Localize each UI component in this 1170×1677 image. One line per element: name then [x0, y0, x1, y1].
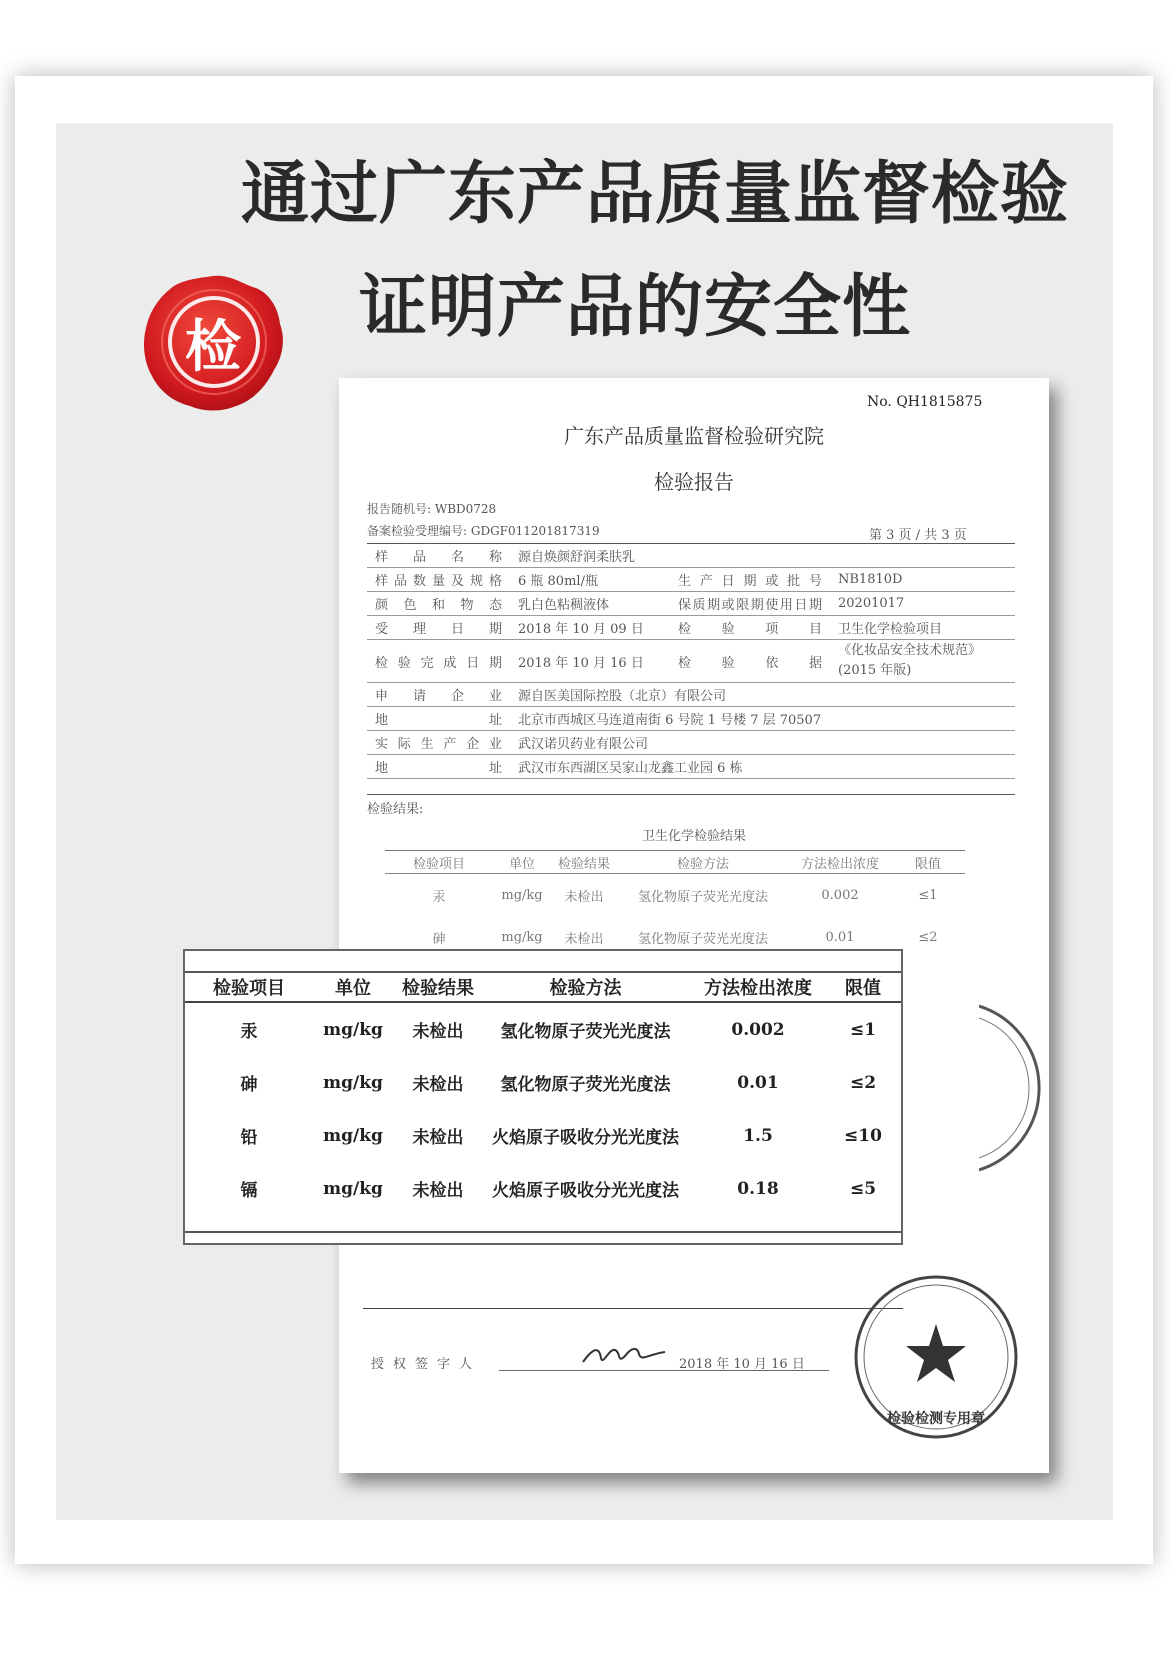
info-label: 检验依据	[678, 655, 822, 671]
report-title: 检验报告	[654, 470, 734, 494]
info-label: 地址	[375, 761, 502, 776]
cell: 砷	[240, 1075, 258, 1095]
divider	[185, 1231, 901, 1233]
partial-stamp-icon	[979, 998, 1059, 1178]
cell: 氢化物原子荧光光度法	[637, 931, 768, 947]
info-row	[367, 683, 1015, 707]
col-header: 方法检出浓度	[704, 978, 812, 999]
col-header: 限值	[914, 856, 941, 872]
col-header: 检验项目	[412, 856, 465, 872]
results-heading: 检验结果:	[367, 802, 424, 817]
col-header: 单位	[335, 978, 371, 999]
info-value: 乳白色粘稠液体	[518, 598, 610, 613]
info-row	[367, 640, 1015, 683]
info-label: 保质期或限期使用日期	[678, 598, 822, 613]
results-table	[185, 973, 901, 1215]
cell: 0.01	[825, 929, 855, 945]
table-row	[185, 1162, 901, 1215]
divider	[367, 794, 1015, 795]
cell: ≤1	[918, 887, 938, 903]
info-value: 源自焕颜舒润柔肤乳	[518, 550, 636, 565]
divider	[363, 1308, 903, 1309]
random-number: 报告随机号: WBD0728	[367, 502, 497, 516]
headline-line-1: 通过广东产品质量监督检验	[240, 155, 1069, 234]
table-header-row	[185, 973, 901, 1003]
info-value: 源自医美国际控股（北京）有限公司	[518, 689, 727, 704]
results-title: 卫生化学检验结果	[641, 829, 746, 844]
report-number: No. QH1815875	[867, 394, 983, 410]
cell: 未检出	[412, 1022, 464, 1042]
info-value: 20201017	[838, 596, 905, 611]
cell: 0.01	[737, 1072, 779, 1093]
inspection-report	[339, 378, 1049, 1473]
cell: 火焰原子吸收分光光度法	[492, 1128, 679, 1148]
info-label: 样品名称	[375, 550, 502, 565]
info-row	[367, 755, 1015, 779]
signature-icon	[579, 1340, 669, 1370]
col-header: 检验结果	[402, 978, 474, 999]
seal-badge-char: 检	[185, 314, 241, 380]
info-label: 样品数量及规格	[375, 574, 502, 589]
cell: ≤5	[849, 1178, 877, 1199]
table-row	[185, 1109, 901, 1162]
cell: 砷	[432, 931, 446, 947]
info-value: 2018 年 10 月 16 日	[518, 655, 644, 671]
col-header: 检验结果	[557, 856, 610, 872]
info-value: 北京市西城区马连道南街 6 号院 1 号楼 7 层 70507	[518, 713, 822, 728]
info-row	[367, 731, 1015, 755]
cell: 1.5	[743, 1125, 773, 1146]
basis-line-1: 《化妆品安全技术规范》	[838, 643, 982, 658]
cell: mg/kg	[323, 1125, 383, 1146]
cell: ≤10	[844, 1125, 882, 1146]
wax-seal-icon	[138, 270, 288, 415]
page-info: 第 3 页 / 共 3 页	[869, 528, 967, 543]
filing-number: 备案检验受理编号: GDGF011201817319	[367, 524, 600, 538]
info-label: 检验完成日期	[375, 655, 502, 671]
info-label: 受理日期	[375, 622, 502, 637]
cell: mg/kg	[501, 929, 543, 945]
cell: ≤2	[918, 929, 938, 945]
signatory-label: 授权签字人	[371, 1357, 482, 1372]
info-value: 2018 年 10 月 09 日	[518, 622, 644, 637]
institute-name: 广东产品质量监督检验研究院	[564, 424, 824, 448]
info-value: 卫生化学检验项目	[838, 622, 943, 637]
info-value: 6 瓶 80ml/瓶	[518, 574, 598, 589]
info-label: 实际生产企业	[375, 737, 502, 752]
cell: 氢化物原子荧光光度法	[500, 1022, 671, 1042]
cell: 汞	[240, 1022, 258, 1042]
cell: 未检出	[412, 1075, 464, 1095]
info-value: NB1810D	[838, 572, 903, 587]
table-row	[185, 1003, 901, 1056]
cell: 0.18	[737, 1178, 779, 1199]
cell: ≤2	[849, 1072, 877, 1093]
info-value: 武汉市东西湖区吴家山龙鑫工业园 6 栋	[518, 761, 743, 776]
info-value	[830, 641, 981, 681]
cell: 氢化物原子荧光光度法	[500, 1075, 671, 1095]
sign-date: 2018 年 10 月 16 日	[679, 1357, 805, 1372]
info-row	[367, 592, 1015, 616]
col-header: 限值	[845, 978, 881, 999]
headline-line-2: 证明产品的安全性	[358, 268, 911, 347]
cell: 未检出	[412, 1128, 464, 1148]
results-table-background	[385, 850, 965, 958]
info-label: 申请企业	[375, 689, 502, 704]
info-row	[367, 616, 1015, 640]
cell: mg/kg	[323, 1019, 383, 1040]
cell: 0.002	[731, 1019, 785, 1040]
info-label: 检验项目	[678, 622, 822, 637]
cell: 镉	[240, 1181, 258, 1201]
col-header: 单位	[508, 856, 535, 872]
sample-info-table	[367, 543, 1015, 779]
basis-line-2: (2015 年版)	[838, 663, 912, 678]
table-row	[385, 874, 965, 916]
cell: mg/kg	[323, 1178, 383, 1199]
info-label: 颜色和物态	[375, 598, 502, 613]
info-row	[367, 544, 1015, 568]
cell: 火焰原子吸收分光光度法	[492, 1181, 679, 1201]
cell: 氢化物原子荧光光度法	[637, 889, 768, 905]
cell: 未检出	[564, 889, 604, 905]
table-header-row	[385, 851, 965, 874]
info-row	[367, 568, 1015, 592]
cell: mg/kg	[501, 887, 543, 903]
col-header: 检验方法	[549, 978, 622, 999]
col-header: 检验方法	[676, 856, 729, 872]
cell: 0.002	[821, 887, 859, 903]
cell: 未检出	[412, 1181, 464, 1201]
table-row	[185, 1056, 901, 1109]
cell: 汞	[432, 889, 446, 905]
info-row	[367, 707, 1015, 731]
info-label: 生产日期或批号	[678, 574, 822, 589]
col-header: 方法检出浓度	[800, 856, 879, 872]
info-value: 武汉诺贝药业有限公司	[518, 737, 649, 752]
col-header: 检验项目	[213, 978, 285, 999]
stamp-text: 检验检测专用章	[887, 1411, 985, 1427]
cell: mg/kg	[323, 1072, 383, 1093]
cell: 未检出	[564, 931, 604, 947]
results-zoom-callout	[183, 949, 903, 1245]
info-label: 地址	[375, 713, 502, 728]
cell: 铅	[240, 1128, 258, 1148]
cell: ≤1	[849, 1019, 877, 1040]
